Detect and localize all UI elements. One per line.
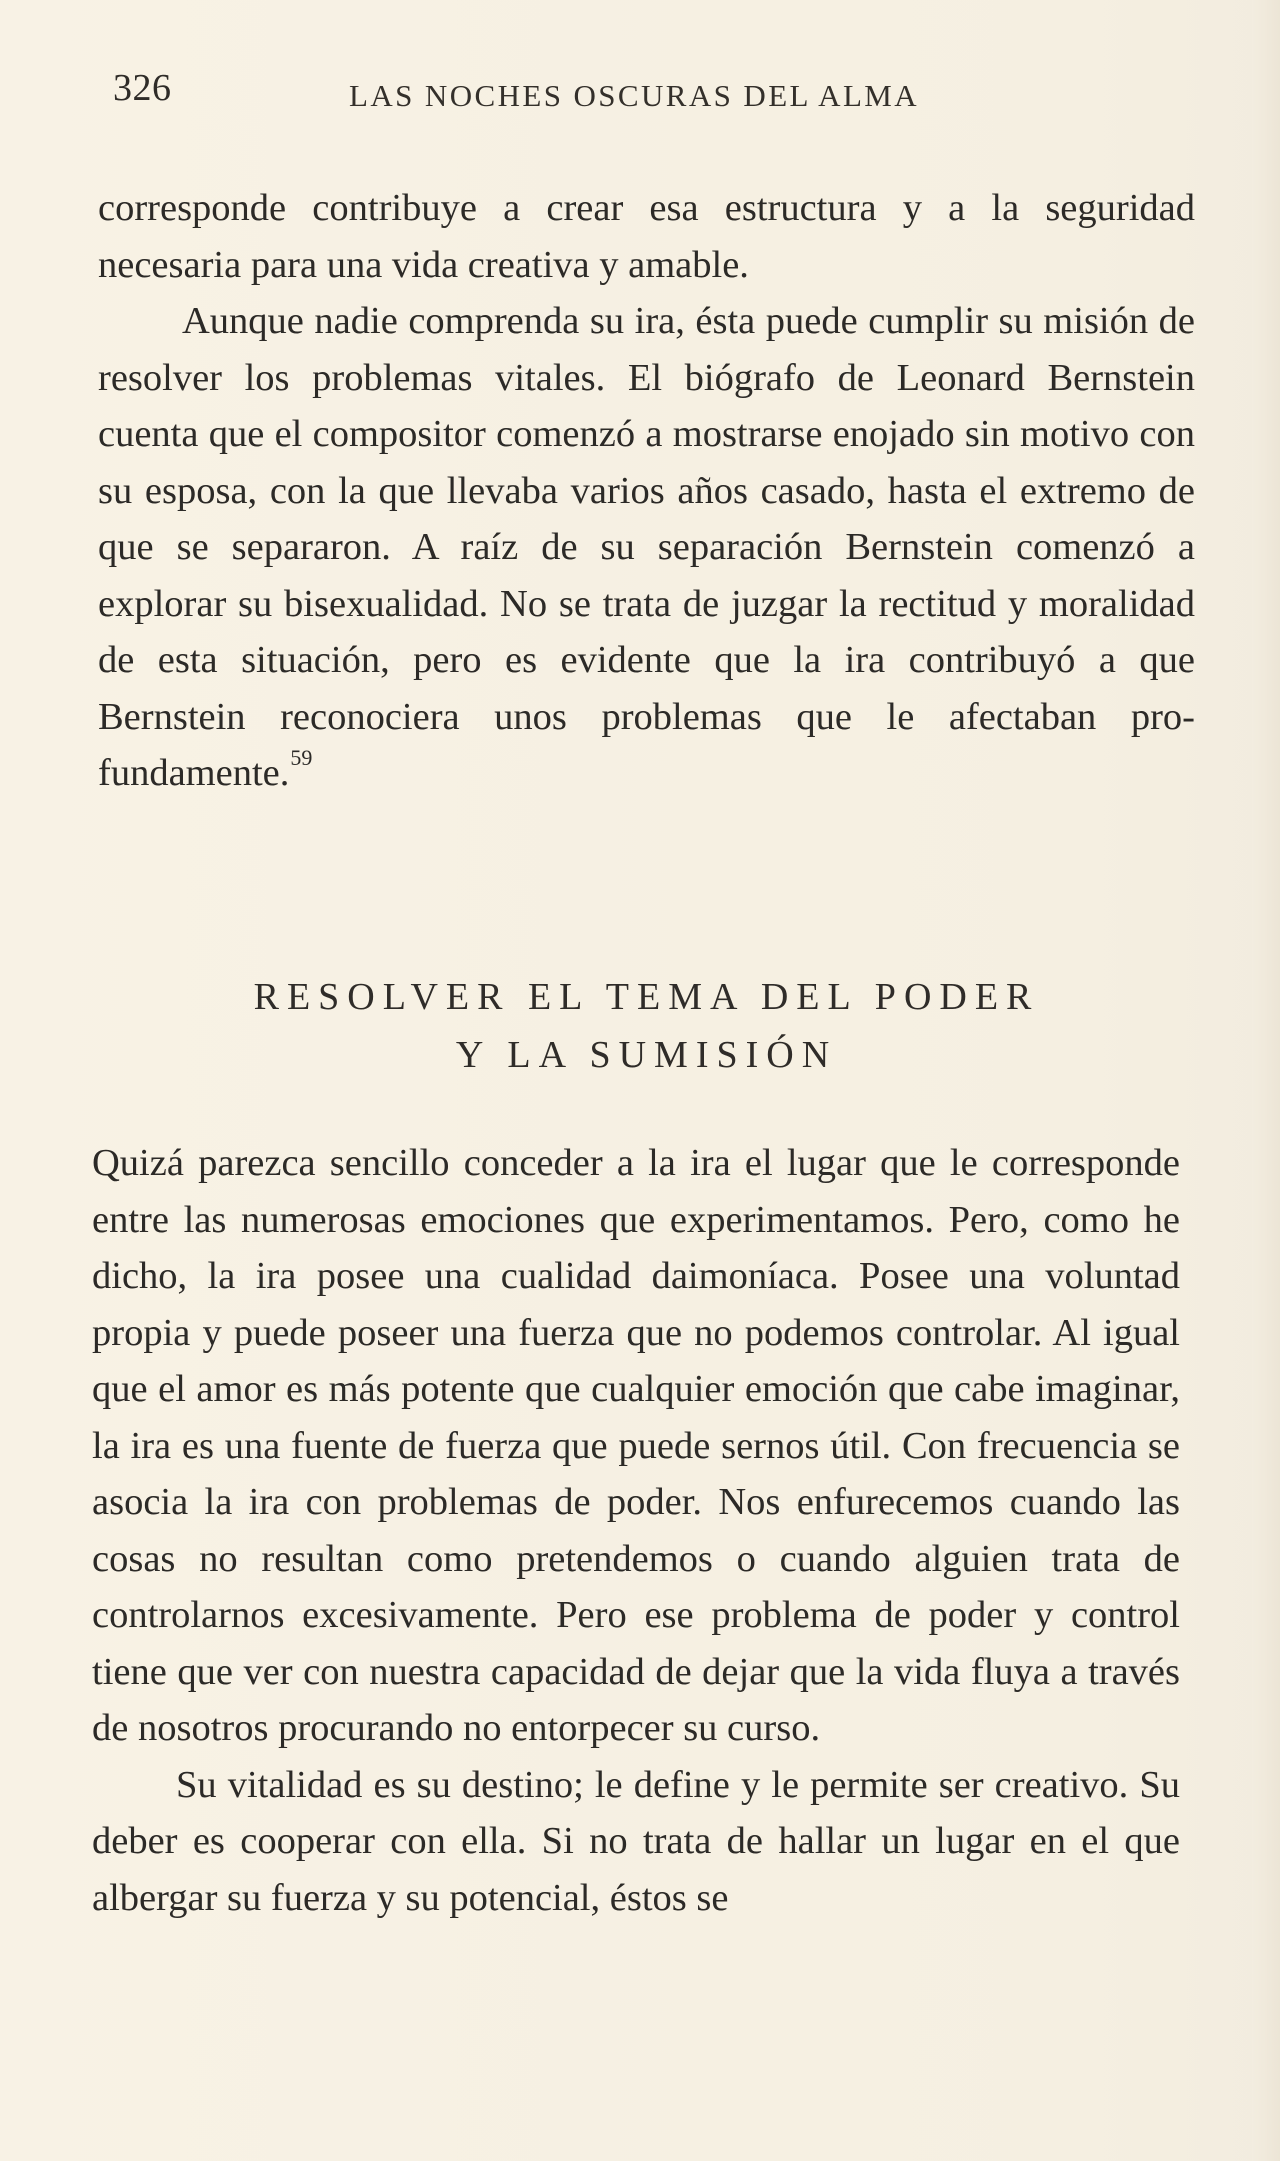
paragraph-power — [92, 1135, 1180, 1757]
section-heading — [98, 968, 1195, 1084]
paragraph-text: Quizá parezca sencillo conceder a la ira el lugar que le corresponde entre las numerosas emociones que experimentamos. Pero, como he dicho, la ira posee una cualidad daimoníaca. Posee una voluntad propia y puede poseer una fuerza que no podemos controlar. Al igual que el amor es más potente que cualquier emoción que cabe imaginar, la ira es una fuente de fuerza que puede sernos útil. Con frecuencia se asocia la ira con problemas de poder. Nos enfurecemos cuando las cosas no resultan como pretendemos o cuando alguien trata de controlarnos excesivamente. Pero ese problema de poder y control tiene que ver con nuestra capacidad de dejar que la vida fluya a través de nosotros procurando no entorpecer su curso. — [92, 1142, 1180, 1749]
running-title: LAS NOCHES OSCURAS DEL ALMA — [349, 78, 920, 113]
section-heading-line-2: Y LA SUMISIÓN — [455, 1034, 838, 1076]
text-block-after-heading — [92, 1135, 1180, 1926]
footnote-reference: 59 — [290, 745, 313, 770]
page-edge-shadow — [1252, 0, 1280, 2161]
text-block-before-heading — [98, 180, 1195, 802]
paragraph-bernstein — [98, 293, 1195, 802]
paragraph-vitality — [92, 1757, 1180, 1927]
section-heading-line-1: RESOLVER EL TEMA DEL PODER — [253, 976, 1040, 1018]
paragraph-text: Su vitalidad es su destino; le define y le permite ser creativo. Su deber es cooperar con ella. Si no trata de hallar un lugar en el que albergar su fuerza y su potencial, éstos se — [92, 1763, 1180, 1919]
paragraph-continuation — [98, 180, 1195, 293]
page-number: 326 — [113, 67, 172, 109]
running-head — [113, 66, 1193, 114]
paragraph-text: Aunque nadie comprenda su ira, ésta puede cumplir su misión de resolver los problemas vitales. El biógrafo de Leonard Bernstein cuenta que el compositor comenzó a mostrarse enojado sin motivo con su esposa, con la que llevaba varios años casado, hasta el extremo de que se separaron. A raíz de su separación Bernstein comenzó a explorar su bisexualidad. No se trata de juzgar la rectitud y moralidad de esta situación, pero es evidente que la ira contribuyó a que Bernstein reconociera unos problemas que le afectaban profundamente. — [98, 300, 1195, 794]
paragraph-text: corresponde contribuye a crear esa estructura y a la seguridad necesaria para una vida creativa y amable. — [98, 187, 1195, 286]
